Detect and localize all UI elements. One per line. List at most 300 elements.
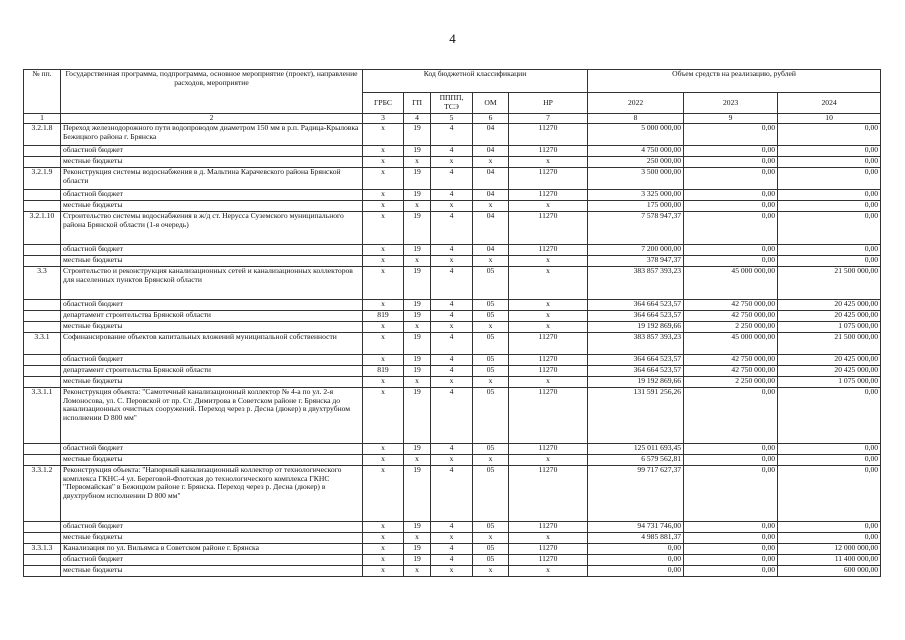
cell-2023: 0,00 bbox=[684, 245, 778, 256]
cell-2024: 0,00 bbox=[778, 533, 881, 544]
cell-pp: 4 bbox=[431, 300, 473, 311]
cell-grbs: x bbox=[363, 256, 404, 267]
cell-2023: 2 250 000,00 bbox=[684, 322, 778, 333]
row-name: местные бюджеты bbox=[61, 157, 363, 168]
table-row bbox=[24, 333, 881, 355]
cell-2024: 1 075 000,00 bbox=[778, 322, 881, 333]
cell-2022: 94 731 746,00 bbox=[588, 522, 684, 533]
cell-pp: 4 bbox=[431, 388, 473, 444]
cell-nr: 11270 bbox=[509, 124, 588, 146]
table-row bbox=[24, 322, 881, 333]
header-2024: 2024 bbox=[778, 93, 881, 114]
table-row bbox=[24, 157, 881, 168]
table-row bbox=[24, 300, 881, 311]
row-number: 3.3.1.3 bbox=[24, 544, 61, 555]
cell-grbs: 819 bbox=[363, 311, 404, 322]
cell-gp: 19 bbox=[404, 466, 431, 522]
cell-nr: 11270 bbox=[509, 544, 588, 555]
cell-grbs: x bbox=[363, 333, 404, 355]
column-number: 7 bbox=[509, 114, 588, 124]
cell-2023: 45 000 000,00 bbox=[684, 333, 778, 355]
cell-2024: 20 425 000,00 bbox=[778, 300, 881, 311]
column-number: 8 bbox=[588, 114, 684, 124]
cell-om: 05 bbox=[473, 300, 509, 311]
cell-pp: 4 bbox=[431, 190, 473, 201]
row-name: местные бюджеты bbox=[61, 201, 363, 212]
cell-om: 04 bbox=[473, 245, 509, 256]
cell-gp: x bbox=[404, 377, 431, 388]
cell-om: 05 bbox=[473, 267, 509, 300]
cell-gp: 19 bbox=[404, 168, 431, 190]
cell-nr: x bbox=[509, 566, 588, 577]
cell-2022: 19 192 869,66 bbox=[588, 377, 684, 388]
cell-2022: 378 947,37 bbox=[588, 256, 684, 267]
row-name: областной бюджет bbox=[61, 555, 363, 566]
cell-2022: 364 664 523,57 bbox=[588, 355, 684, 366]
cell-om: 05 bbox=[473, 555, 509, 566]
table-row bbox=[24, 245, 881, 256]
table-row bbox=[24, 566, 881, 577]
cell-2024: 0,00 bbox=[778, 190, 881, 201]
cell-2023: 0,00 bbox=[684, 544, 778, 555]
cell-nr: x bbox=[509, 300, 588, 311]
row-number: 3.2.1.10 bbox=[24, 212, 61, 245]
header-name: Государственная программа, подпрограмма, основное мероприятие (проект), направление расходов, мероприятие bbox=[61, 70, 363, 114]
table-row bbox=[24, 201, 881, 212]
cell-om: 05 bbox=[473, 466, 509, 522]
header-num: № пп. bbox=[24, 70, 61, 114]
row-number: 3.2.1.9 bbox=[24, 168, 61, 190]
cell-2024: 0,00 bbox=[778, 522, 881, 533]
row-number bbox=[24, 533, 61, 544]
cell-2022: 383 857 393,23 bbox=[588, 267, 684, 300]
cell-nr: 11270 bbox=[509, 366, 588, 377]
cell-2023: 0,00 bbox=[684, 146, 778, 157]
cell-2024: 0,00 bbox=[778, 256, 881, 267]
row-name: областной бюджет bbox=[61, 190, 363, 201]
cell-2022: 7 200 000,00 bbox=[588, 245, 684, 256]
cell-2024: 0,00 bbox=[778, 146, 881, 157]
cell-2023: 0,00 bbox=[684, 157, 778, 168]
row-name: местные бюджеты bbox=[61, 566, 363, 577]
row-name: Строительство системы водоснабжения в ж/д ст. Нерусса Суземского муниципального района Брянской области (1-я очередь) bbox=[61, 212, 363, 245]
cell-2022: 0,00 bbox=[588, 566, 684, 577]
cell-nr: 11270 bbox=[509, 190, 588, 201]
cell-om: x bbox=[473, 157, 509, 168]
row-number bbox=[24, 201, 61, 212]
cell-2022: 364 664 523,57 bbox=[588, 311, 684, 322]
table-row bbox=[24, 444, 881, 455]
cell-grbs: x bbox=[363, 190, 404, 201]
cell-2022: 364 664 523,57 bbox=[588, 366, 684, 377]
cell-grbs: x bbox=[363, 300, 404, 311]
cell-2023: 0,00 bbox=[684, 388, 778, 444]
cell-nr: x bbox=[509, 377, 588, 388]
cell-om: 04 bbox=[473, 146, 509, 157]
cell-grbs: x bbox=[363, 267, 404, 300]
table-row bbox=[24, 377, 881, 388]
cell-nr: 11270 bbox=[509, 355, 588, 366]
row-name: Переход железнодорожного пути водопроводом диаметром 150 мм в р.п. Радица-Крыловка Бежицкого района г. Брянска bbox=[61, 124, 363, 146]
cell-grbs: x bbox=[363, 377, 404, 388]
cell-grbs: x bbox=[363, 544, 404, 555]
row-number bbox=[24, 190, 61, 201]
cell-2023: 0,00 bbox=[684, 168, 778, 190]
cell-gp: 19 bbox=[404, 355, 431, 366]
row-name: областной бюджет bbox=[61, 300, 363, 311]
cell-2023: 0,00 bbox=[684, 522, 778, 533]
header-code: Код бюджетной классификации bbox=[363, 70, 588, 93]
row-name: областной бюджет bbox=[61, 444, 363, 455]
cell-2022: 125 011 693,45 bbox=[588, 444, 684, 455]
cell-2024: 600 000,00 bbox=[778, 566, 881, 577]
cell-2023: 2 250 000,00 bbox=[684, 377, 778, 388]
cell-2022: 0,00 bbox=[588, 544, 684, 555]
cell-grbs: x bbox=[363, 124, 404, 146]
cell-pp: x bbox=[431, 157, 473, 168]
cell-2022: 5 000 000,00 bbox=[588, 124, 684, 146]
column-number: 5 bbox=[431, 114, 473, 124]
cell-gp: 19 bbox=[404, 124, 431, 146]
row-number: 3.3.1 bbox=[24, 333, 61, 355]
row-number bbox=[24, 157, 61, 168]
cell-nr: 11270 bbox=[509, 333, 588, 355]
cell-gp: 19 bbox=[404, 146, 431, 157]
cell-om: x bbox=[473, 201, 509, 212]
cell-2024: 0,00 bbox=[778, 157, 881, 168]
cell-gp: x bbox=[404, 455, 431, 466]
column-number: 1 bbox=[24, 114, 61, 124]
cell-nr: x bbox=[509, 256, 588, 267]
row-name: департамент строительства Брянской области bbox=[61, 366, 363, 377]
cell-grbs: x bbox=[363, 168, 404, 190]
cell-pp: 4 bbox=[431, 366, 473, 377]
cell-grbs: x bbox=[363, 444, 404, 455]
cell-2024: 20 425 000,00 bbox=[778, 366, 881, 377]
cell-2024: 21 500 000,00 bbox=[778, 267, 881, 300]
cell-grbs: x bbox=[363, 555, 404, 566]
cell-2023: 0,00 bbox=[684, 455, 778, 466]
cell-pp: 4 bbox=[431, 311, 473, 322]
table-row bbox=[24, 544, 881, 555]
header-2023: 2023 bbox=[684, 93, 778, 114]
cell-nr: 11270 bbox=[509, 168, 588, 190]
row-name: Софинансирование объектов капитальных вложений муниципальной собственности bbox=[61, 333, 363, 355]
cell-grbs: x bbox=[363, 388, 404, 444]
cell-2022: 19 192 869,66 bbox=[588, 322, 684, 333]
row-number bbox=[24, 566, 61, 577]
row-number bbox=[24, 256, 61, 267]
cell-2024: 20 425 000,00 bbox=[778, 355, 881, 366]
row-number bbox=[24, 455, 61, 466]
cell-2023: 0,00 bbox=[684, 212, 778, 245]
cell-gp: 19 bbox=[404, 212, 431, 245]
table-row bbox=[24, 311, 881, 322]
cell-2022: 4 985 881,37 bbox=[588, 533, 684, 544]
table-row bbox=[24, 533, 881, 544]
cell-om: 05 bbox=[473, 366, 509, 377]
row-number bbox=[24, 245, 61, 256]
cell-2024: 20 425 000,00 bbox=[778, 311, 881, 322]
cell-2023: 42 750 000,00 bbox=[684, 300, 778, 311]
cell-pp: 4 bbox=[431, 522, 473, 533]
row-number bbox=[24, 555, 61, 566]
cell-om: 04 bbox=[473, 168, 509, 190]
cell-2023: 0,00 bbox=[684, 555, 778, 566]
row-number bbox=[24, 366, 61, 377]
cell-pp: x bbox=[431, 533, 473, 544]
cell-pp: x bbox=[431, 377, 473, 388]
column-number: 6 bbox=[473, 114, 509, 124]
cell-2023: 0,00 bbox=[684, 201, 778, 212]
table-row bbox=[24, 124, 881, 146]
table-row bbox=[24, 455, 881, 466]
table-row bbox=[24, 522, 881, 533]
cell-pp: 4 bbox=[431, 267, 473, 300]
cell-gp: x bbox=[404, 157, 431, 168]
cell-2022: 3 325 000,00 bbox=[588, 190, 684, 201]
cell-gp: 19 bbox=[404, 388, 431, 444]
cell-pp: 4 bbox=[431, 555, 473, 566]
cell-2023: 0,00 bbox=[684, 444, 778, 455]
table-row bbox=[24, 388, 881, 444]
cell-gp: 19 bbox=[404, 366, 431, 377]
cell-om: 04 bbox=[473, 212, 509, 245]
cell-nr: 11270 bbox=[509, 146, 588, 157]
cell-2022: 175 000,00 bbox=[588, 201, 684, 212]
column-number: 2 bbox=[61, 114, 363, 124]
cell-2024: 0,00 bbox=[778, 466, 881, 522]
cell-gp: 19 bbox=[404, 555, 431, 566]
cell-2023: 0,00 bbox=[684, 256, 778, 267]
cell-grbs: x bbox=[363, 455, 404, 466]
cell-gp: x bbox=[404, 201, 431, 212]
cell-2023: 0,00 bbox=[684, 566, 778, 577]
cell-nr: 11270 bbox=[509, 388, 588, 444]
cell-om: x bbox=[473, 455, 509, 466]
cell-pp: x bbox=[431, 322, 473, 333]
row-name: местные бюджеты bbox=[61, 322, 363, 333]
column-number: 4 bbox=[404, 114, 431, 124]
cell-pp: 4 bbox=[431, 146, 473, 157]
row-name: Реконструкция объекта: "Самотечный канализационный коллектор № 4-а по ул. 2-я Ломоносова, ул. С. Перовской от пр. Ст. Димитрова в Советском районе г. Брянска до канализационных очистных сооружений. Переход через р. Десна (дюкер) в двухтрубном исполнении D 800 мм" bbox=[61, 388, 363, 444]
row-name: местные бюджеты bbox=[61, 377, 363, 388]
table-row bbox=[24, 267, 881, 300]
row-name: местные бюджеты bbox=[61, 256, 363, 267]
cell-2024: 0,00 bbox=[778, 388, 881, 444]
header-pp: ПППП, ТСЭ bbox=[431, 93, 473, 114]
table-row bbox=[24, 466, 881, 522]
cell-grbs: x bbox=[363, 322, 404, 333]
cell-pp: 4 bbox=[431, 168, 473, 190]
cell-2022: 383 857 393,23 bbox=[588, 333, 684, 355]
cell-nr: x bbox=[509, 201, 588, 212]
cell-nr: x bbox=[509, 455, 588, 466]
column-number: 3 bbox=[363, 114, 404, 124]
page-number: 4 bbox=[449, 31, 456, 46]
row-number: 3.3 bbox=[24, 267, 61, 300]
cell-2024: 0,00 bbox=[778, 124, 881, 146]
cell-2024: 12 000 000,00 bbox=[778, 544, 881, 555]
cell-om: 05 bbox=[473, 388, 509, 444]
cell-gp: x bbox=[404, 533, 431, 544]
cell-om: 05 bbox=[473, 444, 509, 455]
cell-pp: x bbox=[431, 566, 473, 577]
cell-pp: 4 bbox=[431, 466, 473, 522]
cell-gp: 19 bbox=[404, 444, 431, 455]
cell-gp: 19 bbox=[404, 300, 431, 311]
row-number: 3.3.1.2 bbox=[24, 466, 61, 522]
cell-2024: 21 500 000,00 bbox=[778, 333, 881, 355]
row-name: областной бюджет bbox=[61, 522, 363, 533]
cell-grbs: x bbox=[363, 466, 404, 522]
cell-2024: 11 400 000,00 bbox=[778, 555, 881, 566]
row-number bbox=[24, 300, 61, 311]
cell-om: 05 bbox=[473, 522, 509, 533]
header-nr: НР bbox=[509, 93, 588, 114]
cell-om: x bbox=[473, 377, 509, 388]
header-2022: 2022 bbox=[588, 93, 684, 114]
cell-om: x bbox=[473, 322, 509, 333]
cell-2022: 364 664 523,57 bbox=[588, 300, 684, 311]
cell-gp: 19 bbox=[404, 245, 431, 256]
cell-pp: 4 bbox=[431, 245, 473, 256]
cell-2022: 4 750 000,00 bbox=[588, 146, 684, 157]
cell-gp: 19 bbox=[404, 311, 431, 322]
cell-grbs: x bbox=[363, 355, 404, 366]
row-name: местные бюджеты bbox=[61, 455, 363, 466]
cell-om: 05 bbox=[473, 311, 509, 322]
cell-pp: 4 bbox=[431, 212, 473, 245]
cell-2023: 0,00 bbox=[684, 533, 778, 544]
cell-nr: x bbox=[509, 267, 588, 300]
cell-pp: 4 bbox=[431, 124, 473, 146]
cell-pp: 4 bbox=[431, 544, 473, 555]
cell-gp: 19 bbox=[404, 522, 431, 533]
row-number bbox=[24, 355, 61, 366]
cell-gp: x bbox=[404, 566, 431, 577]
cell-om: 05 bbox=[473, 544, 509, 555]
row-number: 3.3.1.1 bbox=[24, 388, 61, 444]
cell-2023: 42 750 000,00 bbox=[684, 311, 778, 322]
cell-om: x bbox=[473, 566, 509, 577]
header-volume: Объем средств на реализацию, рублей bbox=[588, 70, 881, 93]
cell-nr: 11270 bbox=[509, 212, 588, 245]
table-row bbox=[24, 212, 881, 245]
cell-gp: x bbox=[404, 322, 431, 333]
cell-2024: 0,00 bbox=[778, 444, 881, 455]
row-number: 3.2.1.8 bbox=[24, 124, 61, 146]
cell-om: 04 bbox=[473, 190, 509, 201]
row-number bbox=[24, 146, 61, 157]
cell-nr: x bbox=[509, 322, 588, 333]
row-number bbox=[24, 444, 61, 455]
cell-pp: 4 bbox=[431, 444, 473, 455]
row-number bbox=[24, 322, 61, 333]
cell-2023: 42 750 000,00 bbox=[684, 355, 778, 366]
table-row bbox=[24, 555, 881, 566]
cell-nr: 11270 bbox=[509, 522, 588, 533]
cell-2024: 0,00 bbox=[778, 168, 881, 190]
table-row bbox=[24, 190, 881, 201]
row-name: Строительство и реконструкция канализационных сетей и канализационных коллекторов для населенных пунктов Брянской области bbox=[61, 267, 363, 300]
cell-nr: 11270 bbox=[509, 466, 588, 522]
cell-2023: 0,00 bbox=[684, 124, 778, 146]
cell-grbs: x bbox=[363, 566, 404, 577]
cell-2022: 7 578 947,37 bbox=[588, 212, 684, 245]
cell-pp: 4 bbox=[431, 333, 473, 355]
cell-2022: 0,00 bbox=[588, 555, 684, 566]
cell-om: x bbox=[473, 256, 509, 267]
table-row bbox=[24, 146, 881, 157]
cell-gp: 19 bbox=[404, 544, 431, 555]
cell-2023: 0,00 bbox=[684, 466, 778, 522]
table-row bbox=[24, 355, 881, 366]
cell-2024: 0,00 bbox=[778, 212, 881, 245]
row-name: Реконструкция объекта: "Напорный канализационный коллектор от технологического комплекса ГКНС-4 ул. Береговой-Флотская до технологического комплекса ГКНС "Первомайская" в Бежицком районе г. Брянска. Переход через р. Десна (дюкер) в двухтрубном исполнении D 800 мм" bbox=[61, 466, 363, 522]
cell-2024: 0,00 bbox=[778, 201, 881, 212]
cell-grbs: x bbox=[363, 245, 404, 256]
cell-om: 05 bbox=[473, 333, 509, 355]
cell-om: 05 bbox=[473, 355, 509, 366]
table-row bbox=[24, 366, 881, 377]
cell-pp: x bbox=[431, 256, 473, 267]
table-row bbox=[24, 168, 881, 190]
cell-2024: 0,00 bbox=[778, 245, 881, 256]
cell-nr: 11270 bbox=[509, 444, 588, 455]
row-name: областной бюджет bbox=[61, 355, 363, 366]
column-number: 10 bbox=[778, 114, 881, 124]
cell-2022: 3 500 000,00 bbox=[588, 168, 684, 190]
table-row bbox=[24, 256, 881, 267]
cell-2023: 45 000 000,00 bbox=[684, 267, 778, 300]
cell-gp: 19 bbox=[404, 333, 431, 355]
header-om: ОМ bbox=[473, 93, 509, 114]
cell-nr: 11270 bbox=[509, 245, 588, 256]
cell-gp: 19 bbox=[404, 190, 431, 201]
cell-grbs: 819 bbox=[363, 366, 404, 377]
cell-grbs: x bbox=[363, 146, 404, 157]
row-name: областной бюджет bbox=[61, 245, 363, 256]
cell-om: x bbox=[473, 533, 509, 544]
row-number bbox=[24, 377, 61, 388]
cell-nr: x bbox=[509, 311, 588, 322]
row-name: областной бюджет bbox=[61, 146, 363, 157]
table-body bbox=[24, 124, 881, 577]
cell-grbs: x bbox=[363, 201, 404, 212]
cell-grbs: x bbox=[363, 522, 404, 533]
cell-grbs: x bbox=[363, 212, 404, 245]
header-gp: ГП bbox=[404, 93, 431, 114]
cell-2022: 131 591 256,26 bbox=[588, 388, 684, 444]
row-name: Канализация по ул. Вильямса в Советском районе г. Брянска bbox=[61, 544, 363, 555]
cell-nr: x bbox=[509, 157, 588, 168]
cell-pp: 4 bbox=[431, 355, 473, 366]
cell-2024: 0,00 bbox=[778, 455, 881, 466]
cell-gp: 19 bbox=[404, 267, 431, 300]
cell-2022: 6 579 562,81 bbox=[588, 455, 684, 466]
cell-2022: 99 717 627,37 bbox=[588, 466, 684, 522]
row-number bbox=[24, 522, 61, 533]
row-name: департамент строительства Брянской области bbox=[61, 311, 363, 322]
row-name: местные бюджеты bbox=[61, 533, 363, 544]
cell-2023: 0,00 bbox=[684, 190, 778, 201]
cell-om: 04 bbox=[473, 124, 509, 146]
cell-pp: x bbox=[431, 455, 473, 466]
cell-nr: 11270 bbox=[509, 555, 588, 566]
cell-grbs: x bbox=[363, 533, 404, 544]
cell-gp: x bbox=[404, 256, 431, 267]
